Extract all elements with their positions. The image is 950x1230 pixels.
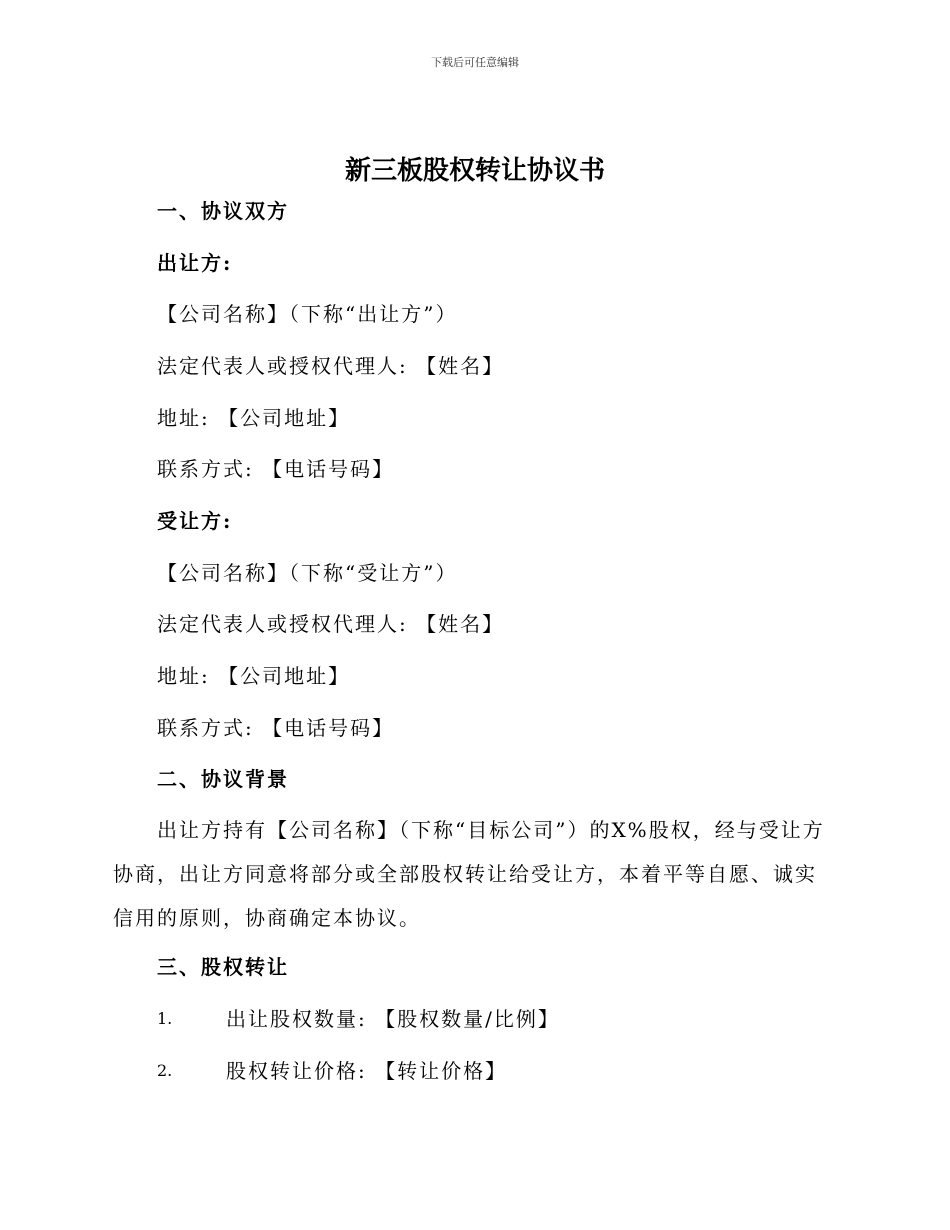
list-item-number: 1.	[157, 1009, 173, 1028]
transferor-name: 【公司名称】（下称“出让方”）	[157, 302, 458, 326]
transferee-rep: 法定代表人或授权代理人: 【姓名】	[157, 612, 505, 636]
section3-heading: 三、股权转让	[157, 955, 289, 979]
section2-heading: 二、协议背景	[157, 767, 289, 791]
transferee-name: 【公司名称】（下称“受让方”）	[157, 561, 458, 585]
document-title: 新三板股权转让协议书	[344, 156, 605, 186]
transferee-address: 地址: 【公司地址】	[157, 664, 351, 688]
list-item-number: 2.	[157, 1061, 173, 1080]
transferee-label: 受让方:	[157, 509, 233, 533]
transferee-contact: 联系方式: 【电话号码】	[157, 716, 395, 740]
transferor-contact: 联系方式: 【电话号码】	[157, 457, 395, 481]
list-item-text: 股权转让价格: 【转让价格】	[226, 1059, 508, 1083]
transferor-rep: 法定代表人或授权代理人: 【姓名】	[157, 354, 505, 378]
transferor-label: 出让方:	[157, 251, 233, 275]
section1-heading: 一、协议双方	[157, 199, 289, 223]
section2-paragraph: 出让方持有【公司名称】（下称“目标公司”）的X%股权，经与受让方协商，出让方同意将部分或全部股权转让给受让方，本着平等自愿、诚实信用的原则，协商确定本协议。	[113, 818, 825, 930]
page-header-note: 下载后可任意编辑	[431, 56, 519, 69]
list-item-text: 出让股权数量: 【股权数量/比例】	[226, 1007, 560, 1031]
transferor-address: 地址: 【公司地址】	[157, 406, 351, 430]
